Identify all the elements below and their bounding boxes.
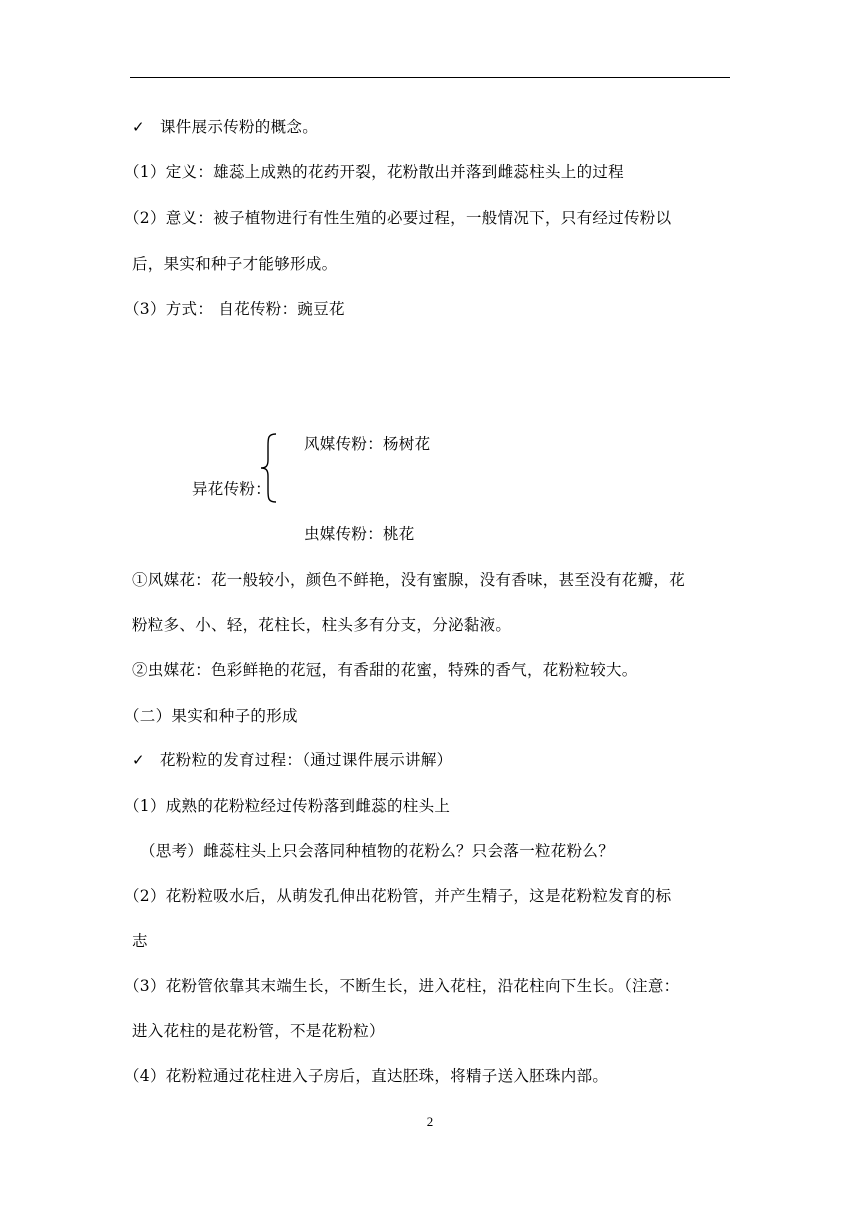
bullet-text: 课件展示传粉的概念。 <box>160 118 319 136</box>
step-3-line-cont: 进入花柱的是花粉管，不是花粉粒） <box>132 1022 385 1040</box>
thinking-question-line: （思考）雌蕊柱头上只会落同种植物的花粉么？只会落一粒花粉么？ <box>140 842 615 860</box>
insect-flower-line: ②虫媒花：色彩鲜艳的花冠，有香甜的花蜜，特殊的香气，花粉粒较大。 <box>132 661 638 679</box>
bullet-pollination-concept <box>132 117 318 137</box>
insect-pollination-line: 虫媒传粉：桃花 <box>304 525 415 543</box>
wind-pollination-line: 风媒传粉：杨树花 <box>304 435 431 453</box>
significance-line: （2）意义：被子植物进行有性生殖的必要过程，一般情况下，只有经过传粉以 <box>124 209 672 227</box>
bullet-text: 花粉粒的发育过程：（通过课件展示讲解） <box>160 751 453 769</box>
bullet-pollen-development <box>132 750 452 770</box>
step-1-line: （1）成熟的花粉粒经过传粉落到雌蕊的柱头上 <box>124 797 451 815</box>
page-number: 2 <box>426 1114 434 1129</box>
section-heading: （二）果实和种子的形成 <box>124 707 298 725</box>
wind-flower-line-cont: 粉粒多、小、轻，花柱长，柱头多有分支，分泌黏液。 <box>132 616 512 634</box>
checkmark-icon: ✓ <box>132 118 145 136</box>
step-4-line: （4）花粉粒通过花柱进入子房后，直达胚珠，将精子送入胚珠内部。 <box>124 1067 609 1085</box>
step-3-line: （3）花粉管依靠其末端生长，不断生长，进入花柱，沿花柱向下生长。（注意： <box>124 977 680 995</box>
cross-pollination-label: 异花传粉： <box>192 480 272 498</box>
step-2-line: （2）花粉粒吸水后，从萌发孔伸出花粉管，并产生精子，这是花粉粒发育的标 <box>124 887 672 905</box>
definition-line: （1）定义：雄蕊上成熟的花药开裂，花粉散出并落到雌蕊柱头上的过程 <box>124 163 624 181</box>
checkmark-icon: ✓ <box>132 751 145 769</box>
significance-line-cont: 后，果实和种子才能够形成。 <box>132 255 338 273</box>
method-line: （3）方式： 自花传粉：豌豆花 <box>124 300 345 318</box>
wind-flower-line: ①风媒花：花一般较小，颜色不鲜艳，没有蜜腺，没有香味，甚至没有花瓣，花 <box>132 571 686 589</box>
header-rule <box>130 77 730 78</box>
step-2-line-cont: 志 <box>132 932 148 950</box>
